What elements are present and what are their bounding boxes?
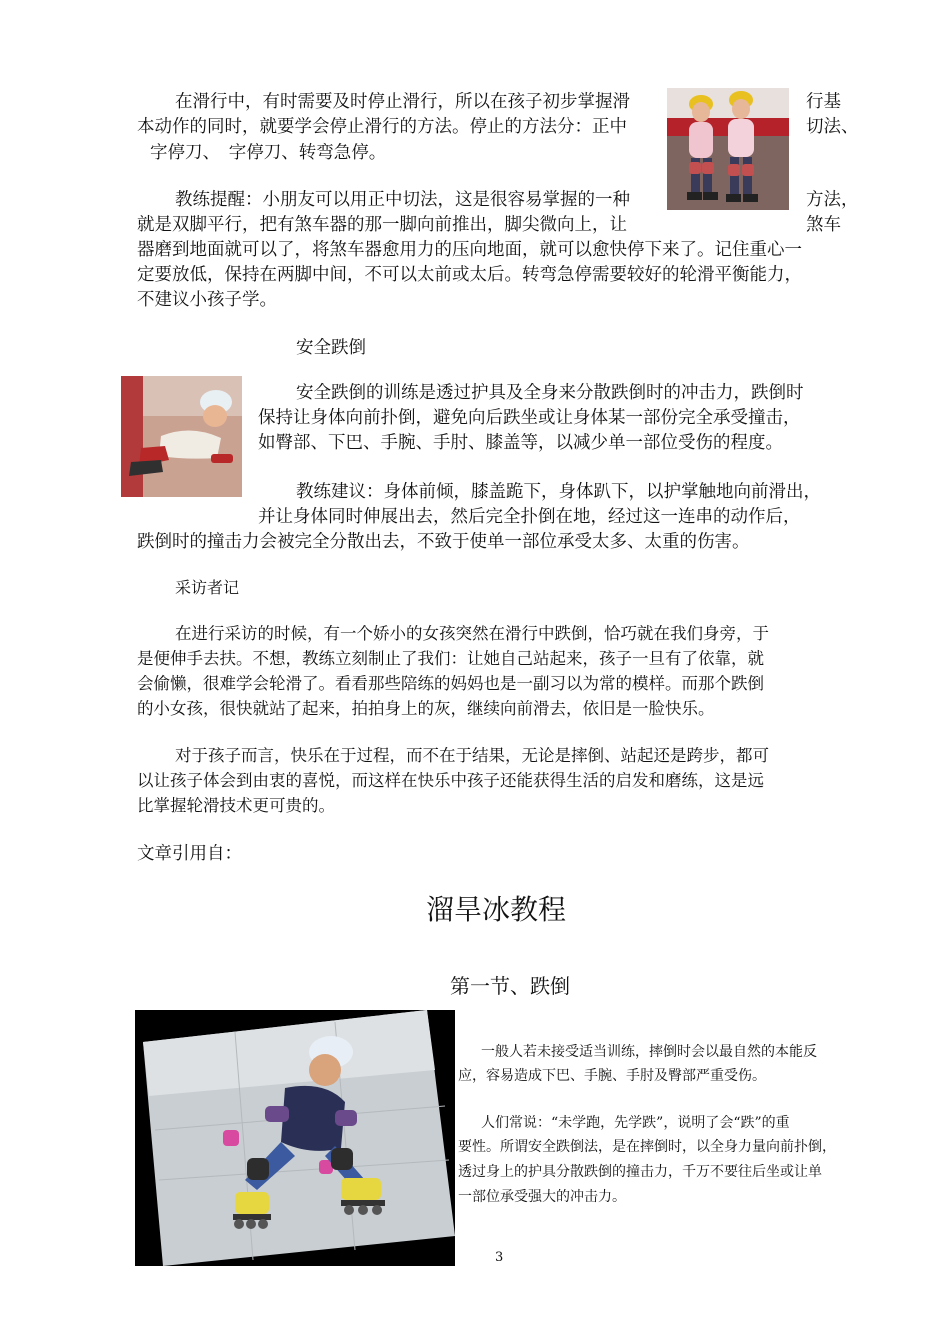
p4-line-2: 并让身体同时伸展出去，然后完全扑倒在地，经过这一连串的动作后， [258,507,801,527]
p8-line-3: 透过身上的护具分散跌倒的撞击力，千万不要往后坐或让单 [458,1164,822,1180]
section-subtitle: 第一节、跌倒 [450,974,570,998]
photo-kid-falling [121,376,242,497]
p5-line-2: 是便伸手去扶。不想，教练立刻制止了我们：让她自己站起来，孩子一旦有了依靠，就 [137,649,764,668]
photo-kid-skating-crouch [135,1010,455,1266]
p2-line-5: 不建议小孩子学。 [137,290,277,310]
p1-line-2: 本动作的同时，就要学会停止滑行的方法。停止的方法分：正中 [137,117,627,137]
p2-line-1-tail: 方法， [806,190,859,210]
p6-line-3: 比掌握轮滑技术更可贵的。 [137,796,335,815]
page-title: 溜旱冰教程 [426,893,567,926]
page-number: 3 [495,1250,504,1265]
p7-line-1: 一般人若未接受适当训练，摔倒时会以最自然的本能反 [481,1044,817,1060]
p2-line-1: 教练提醒：小朋友可以用正中切法，这是很容易掌握的一种 [175,190,630,210]
p2-line-2: 就是双脚平行，把有煞车器的那一脚向前推出，脚尖微向上，让 [137,215,627,235]
p7-line-2: 应，容易造成下巴、手腕、手肘及臀部严重受伤。 [458,1068,766,1084]
p5-line-4: 的小女孩，很快就站了起来，拍拍身上的灰，继续向前滑去，依旧是一脸快乐。 [137,699,715,718]
p1-line-1: 在滑行中，有时需要及时停止滑行，所以在孩子初步掌握滑 [175,92,630,112]
photo-two-kids-skating [667,88,789,210]
p3-line-3: 如臀部、下巴、手腕、手肘、膝盖等，以减少单一部位受伤的程度。 [258,433,783,453]
section-heading-safe-fall: 安全跌倒 [296,338,366,358]
p1-line-3: 字停刀、 字停刀、转弯急停。 [150,143,387,163]
p3-line-2: 保持让身体向前扑倒，避免向后跌坐或让身体某一部份完全承受撞击， [258,408,801,428]
p3-line-1: 安全跌倒的训练是透过护具及全身来分散跌倒时的冲击力，跌倒时 [296,383,804,403]
p2-line-4: 定要放低，保持在两脚中间，不可以太前或太后。转弯急停需要较好的轮滑平衡能力， [137,265,802,285]
p5-line-3: 会偷懒，很难学会轮滑了。看看那些陪练的妈妈也是一副习以为常的模样。而那个跌倒 [137,674,764,693]
p4-line-1: 教练建议：身体前倾，膝盖跪下，身体趴下，以护掌触地向前滑出， [296,482,821,502]
p8-line-2: 要性。所谓安全跌倒法，是在摔倒时，以全身力量向前扑倒， [458,1139,836,1155]
p4-line-3: 跌倒时的撞击力会被完全分散出去，不致于使单一部位承受太多、太重的伤害。 [137,532,750,552]
p2-line-3: 器磨到地面就可以了，将煞车器愈用力的压向地面，就可以愈快停下来了。记住重心一 [137,240,802,260]
p1-line-2-tail: 切法、 [806,117,859,137]
p8-line-4: 一部位承受强大的冲击力。 [458,1189,626,1205]
p6-line-2: 以让孩子体会到由衷的喜悦，而这样在快乐中孩子还能获得生活的启发和磨练，这是远 [137,771,764,790]
p6-line-1: 对于孩子而言，快乐在于过程，而不在于结果，无论是摔倒、站起还是跨步，都可 [175,746,769,765]
p8-line-1: 人们常说：“未学跑，先学跌”，说明了会“跌”的重 [481,1115,790,1131]
citation-label: 文章引用自： [137,844,242,864]
p5-line-1: 在进行采访的时候，有一个娇小的女孩突然在滑行中跌倒，恰巧就在我们身旁，于 [175,624,769,643]
section-heading-interviewer-notes: 采访者记 [175,578,240,597]
p1-line-1-tail: 行基 [806,92,841,112]
p2-line-2-tail: 煞车 [806,215,841,235]
